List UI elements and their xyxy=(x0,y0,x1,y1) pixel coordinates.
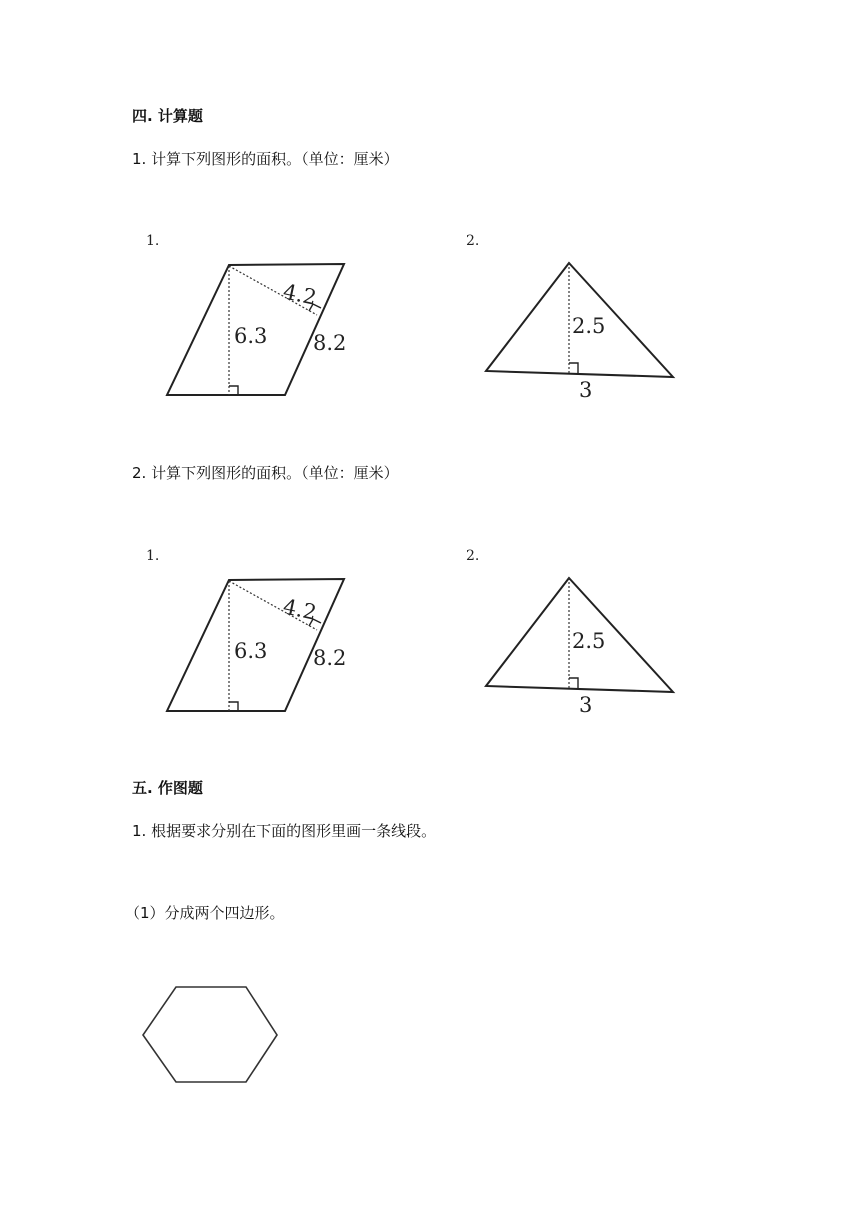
question-1-text: 1. 计算下列图形的面积。（单位：厘米） xyxy=(132,150,399,168)
hexagon-figure xyxy=(135,980,285,1090)
figure-number: 1. xyxy=(146,548,160,564)
base-label: 3 xyxy=(579,378,593,402)
height-label: 2.5 xyxy=(572,314,606,338)
top-segment-label: 4.2 xyxy=(280,594,319,625)
top-segment-label: 4.2 xyxy=(280,279,319,310)
right-angle-mark xyxy=(569,363,578,373)
section-heading-calculation: 四. 计算题 xyxy=(132,107,203,125)
right-angle-mark xyxy=(569,678,578,688)
figure-number: 2. xyxy=(466,233,480,249)
figure-number: 1. xyxy=(146,233,160,249)
right-angle-mark xyxy=(229,702,238,711)
parallelogram-figure-q2 xyxy=(140,540,380,730)
section-heading-drawing: 五. 作图题 xyxy=(132,779,203,797)
base-label: 3 xyxy=(579,693,593,717)
side-label: 8.2 xyxy=(313,331,347,355)
figure-number: 2. xyxy=(466,548,480,564)
hexagon-shape xyxy=(143,987,277,1082)
triangle-figure-q2 xyxy=(462,540,692,730)
right-angle-mark xyxy=(229,386,238,395)
side-label: 8.2 xyxy=(313,646,347,670)
question-text: 1. 根据要求分别在下面的图形里画一条线段。 xyxy=(132,822,437,840)
triangle-figure-q1 xyxy=(462,225,692,415)
height-label: 6.3 xyxy=(234,324,268,348)
sub-question-1: （1）分成两个四边形。 xyxy=(125,904,285,922)
question-2-text: 2. 计算下列图形的面积。（单位：厘米） xyxy=(132,464,399,482)
height-label: 2.5 xyxy=(572,629,606,653)
height-label: 6.3 xyxy=(234,639,268,663)
parallelogram-figure-q1 xyxy=(140,225,380,415)
